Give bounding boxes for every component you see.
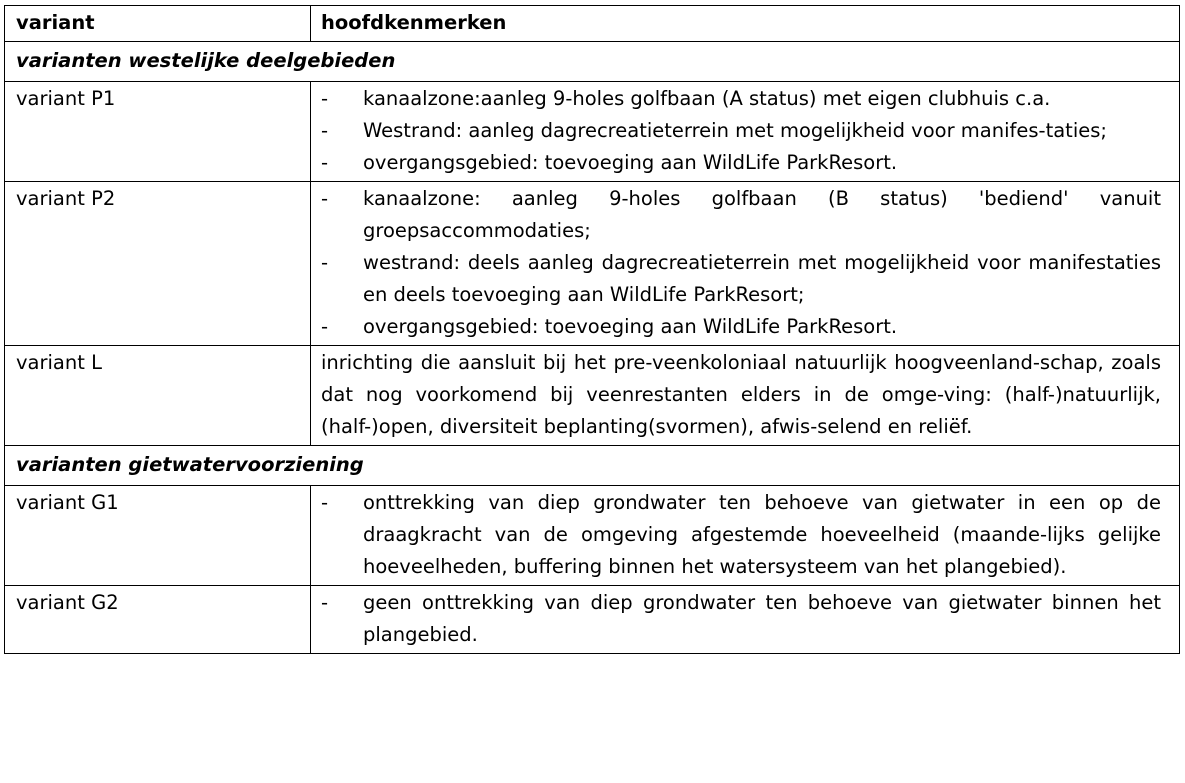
- features-cell: [311, 346, 1180, 446]
- list-item: [321, 587, 1161, 651]
- bullet-marker: -: [321, 591, 329, 614]
- bullet-text: kanaalzone: aanleg 9-holes golfbaan (B status) 'bediend' vanuit groepsaccommodaties;: [363, 187, 1161, 242]
- bullet-marker: -: [321, 251, 329, 274]
- features-cell: [311, 82, 1180, 182]
- variant-name: variant G2: [5, 586, 311, 654]
- bullet-marker: -: [321, 87, 329, 110]
- bullet-list: [321, 587, 1161, 651]
- bullet-marker: -: [321, 151, 329, 174]
- bullet-text: onttrekking van diep grondwater ten behoeve van gietwater in een op de draagkracht van de omgeving afgestemde hoeveelheid (maande-lijks gelijke hoeveelheden, buffering binnen het watersysteem van het plangebied).: [363, 491, 1161, 578]
- section-title: varianten gietwatervoorziening: [5, 446, 1180, 486]
- bullet-marker: -: [321, 491, 329, 514]
- table-row-variant-g2: [5, 586, 1180, 654]
- bullet-marker: -: [321, 119, 329, 142]
- bullet-marker: -: [321, 187, 329, 210]
- bullet-text: Westrand: aanleg dagrecreatieterrein met mogelijkheid voor manifes-taties;: [363, 119, 1107, 142]
- variant-name: variant L: [5, 346, 311, 446]
- table-row-variant-l: [5, 346, 1180, 446]
- list-item: [321, 183, 1161, 247]
- bullet-text: overgangsgebied: toevoeging aan WildLife ParkResort.: [363, 151, 898, 174]
- bullet-text: westrand: deels aanleg dagrecreatieterrein met mogelijkheid voor manifestaties en deels toevoeging aan WildLife ParkResort;: [363, 251, 1161, 306]
- features-cell: [311, 182, 1180, 346]
- bullet-list: [321, 83, 1161, 179]
- table-row-variant-g1: [5, 486, 1180, 586]
- description-paragraph: inrichting die aansluit bij het pre-veenkoloniaal natuurlijk hoogveenland-schap, zoals dat nog voorkomend bij veenrestanten elders in de omge-ving: (half-)natuurlijk, (half-)open, diversiteit beplanting(svormen), afwis-selend en reliëf.: [321, 351, 1161, 438]
- bullet-marker: -: [321, 315, 329, 338]
- bullet-text: kanaalzone:aanleg 9-holes golfbaan (A status) met eigen clubhuis c.a.: [363, 87, 1051, 110]
- list-item: [321, 247, 1161, 311]
- variant-name: variant P1: [5, 82, 311, 182]
- header-variant: variant: [5, 6, 311, 42]
- features-cell: [311, 586, 1180, 654]
- variant-name: variant P2: [5, 182, 311, 346]
- table-row-variant-p2: [5, 182, 1180, 346]
- bullet-text: overgangsgebied: toevoeging aan WildLife ParkResort.: [363, 315, 898, 338]
- features-cell: [311, 486, 1180, 586]
- list-item: [321, 115, 1161, 147]
- bullet-list: [321, 183, 1161, 343]
- header-hoofdkenmerken: hoofdkenmerken: [311, 6, 1180, 42]
- variants-table: [4, 5, 1180, 654]
- section-title: varianten westelijke deelgebieden: [5, 42, 1180, 82]
- list-item: [321, 311, 1161, 343]
- list-item: [321, 83, 1161, 115]
- section-row-gietwatervoorziening: [5, 446, 1180, 486]
- list-item: [321, 487, 1161, 583]
- variant-name: variant G1: [5, 486, 311, 586]
- table-header-row: [5, 6, 1180, 42]
- list-item: [321, 147, 1161, 179]
- section-row-westelijke-deelgebieden: [5, 42, 1180, 82]
- bullet-text: geen onttrekking van diep grondwater ten behoeve van gietwater binnen het plangebied.: [363, 591, 1161, 646]
- bullet-list: [321, 487, 1161, 583]
- table-row-variant-p1: [5, 82, 1180, 182]
